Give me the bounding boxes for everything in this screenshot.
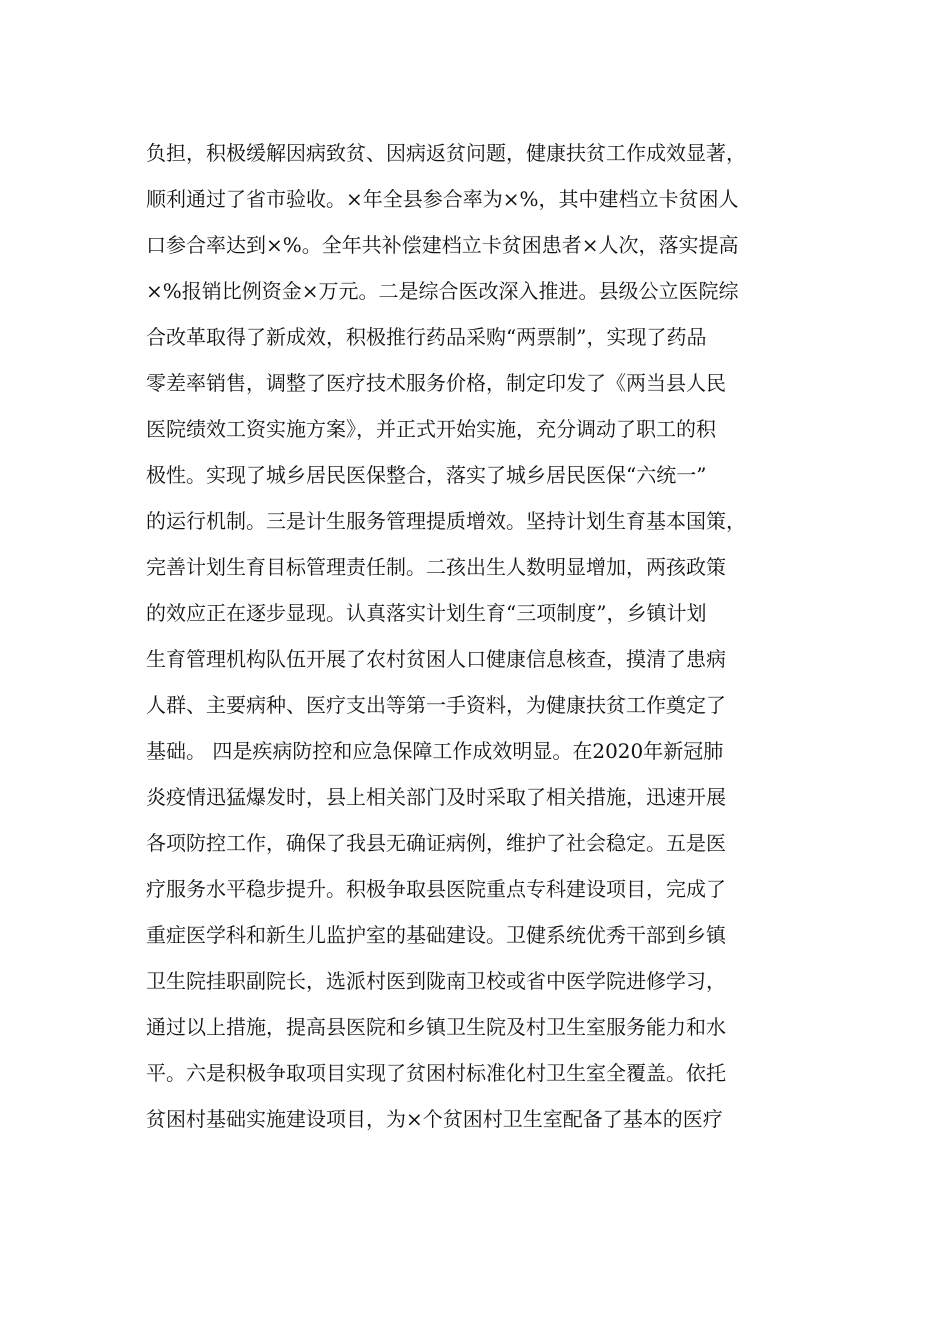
text-line: 基础。 四是疾病防控和应急保障工作成效明显。在2020年新冠肺: [146, 739, 724, 763]
text-line: 通过以上措施，提高县医院和乡镇卫生院及村卫生室服务能力和水: [146, 1015, 726, 1039]
text-line: 零差率销售，调整了医疗技术服务价格，制定印发了《两当县人民: [146, 371, 726, 395]
text-line: 合改革取得了新成效，积极推行药品采购“两票制”，实现了药品: [146, 325, 707, 349]
text-line: 卫生院挂职副院长，选派村医到陇南卫校或省中医学院进修学习，: [146, 969, 726, 993]
text-line: 的运行机制。三是计生服务管理提质增效。坚持计划生育基本国策，: [146, 509, 746, 533]
text-line: 医院绩效工资实施方案》，并正式开始实施，充分调动了职工的积: [146, 417, 716, 441]
text-line: 炎疫情迅猛爆发时，县上相关部门及时采取了相关措施，迅速开展: [146, 785, 726, 809]
text-line: 人群、主要病种、医疗支出等第一手资料，为健康扶贫工作奠定了: [146, 693, 726, 717]
text-line: 顺利通过了省市验收。×年全县参合率为×%，其中建档立卡贫困人: [146, 187, 739, 211]
body-paragraph: [146, 130, 806, 1142]
text-line: 平。六是积极争取项目实现了贫困村标准化村卫生室全覆盖。依托: [146, 1061, 726, 1085]
text-line: 重症医学科和新生儿监护室的基础建设。卫健系统优秀干部到乡镇: [146, 923, 726, 947]
text-line: ×%报销比例资金×万元。二是综合医改深入推进。县级公立医院综: [146, 279, 739, 303]
text-line: 完善计划生育目标管理责任制。二孩出生人数明显增加，两孩政策: [146, 555, 726, 579]
text-line: 疗服务水平稳步提升。积极争取县医院重点专科建设项目，完成了: [146, 877, 726, 901]
text-line: 的效应正在逐步显现。认真落实计划生育“三项制度”，乡镇计划: [146, 601, 707, 625]
text-line: 生育管理机构队伍开展了农村贫困人口健康信息核查，摸清了患病: [146, 647, 726, 671]
text-line: 各项防控工作，确保了我县无确证病例，维护了社会稳定。五是医: [146, 831, 726, 855]
text-line: 极性。实现了城乡居民医保整合，落实了城乡居民医保“六统一”: [146, 463, 707, 487]
text-line: 负担，积极缓解因病致贫、因病返贫问题，健康扶贫工作成效显著，: [146, 141, 746, 165]
text-line: 口参合率达到×%。全年共补偿建档立卡贫困患者×人次，落实提高: [146, 233, 739, 257]
text-line: 贫困村基础实施建设项目，为×个贫困村卫生室配备了基本的医疗: [146, 1107, 723, 1131]
